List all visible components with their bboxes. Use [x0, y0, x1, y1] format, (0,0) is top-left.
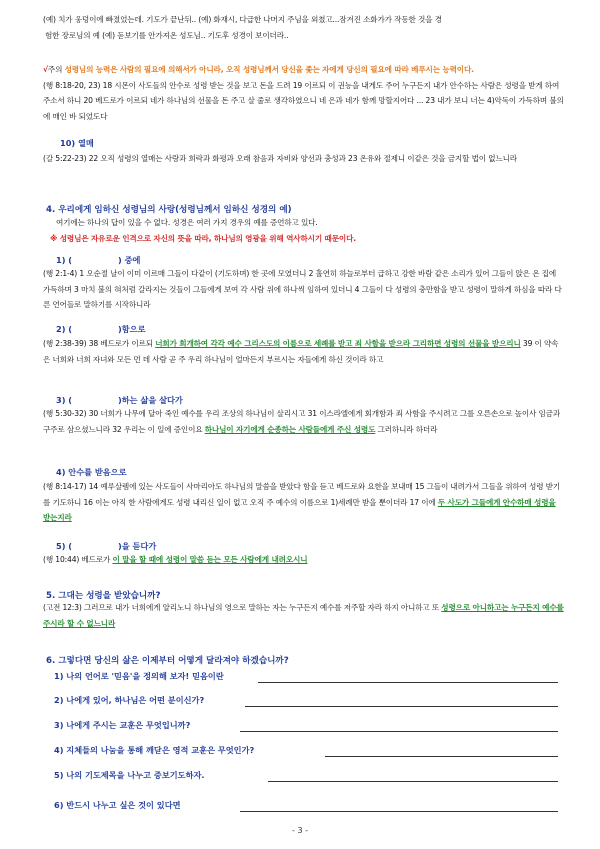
item-5-label-a: 5) (	[56, 541, 73, 551]
fruit-title: 10) 열매	[60, 138, 94, 148]
check-mark-icon: √	[43, 65, 48, 74]
section-5-highlight: 성령으로 아니하고는 누구든지 예수를 주시라 할 수 없느니라	[43, 603, 564, 628]
answer-line-6[interactable]	[240, 811, 558, 812]
item-1-label-b: ) 중에	[118, 255, 141, 265]
intro-line-2: 험한 장로님의 예 (예) 돋보기를 안가져온 성도님.. 기도후 성경이 보이더라..	[45, 30, 289, 40]
intro-line-1: (예) 치가 웅덩이에 빠졌었는데. 기도가 끝난뒤.. (예) 화재시, 다급한 나머지 주님을 외쳤고...잠겨진 소화가가 작동한 것을 경	[43, 15, 442, 24]
caution-note	[43, 62, 565, 124]
item-3-passage	[43, 406, 565, 437]
item-2-passage	[43, 336, 565, 367]
intro-examples	[43, 12, 565, 43]
question-4-label: 4) 지체들의 나눔을 통해 깨닫은 영적 교훈은 무엇인가?	[54, 745, 255, 755]
item-4-body-a: (행 8:14-17) 14 예루살렘에 있는 사도들이 사마리아도 하나님의 말씀을 받았다 함을 듣고 베드로와 요한을 보내매 15 그들이 내려가서 그들을 위하여 성령 받기를 기도하니 16 이는 아직 한 사람에게도 성령 내리신 일이 없고 오직 주 예수의 이름으로 1)세례만 받을 뿐이더라 17 이에	[43, 482, 561, 507]
question-2-label: 2) 나에게 있어, 하나님은 어떤 분이신가?	[54, 695, 205, 705]
question-5-label: 5) 나의 기도제목을 나누고 중보기도하자.	[54, 770, 205, 780]
section-4-intro: 여기에는 하나의 답이 있을 수 없다. 성경은 여러 가지 경우의 예를 증언하고 있다.	[56, 218, 318, 227]
item-4-passage	[43, 479, 565, 526]
item-3-label	[56, 395, 183, 406]
answer-line-2[interactable]	[245, 706, 558, 707]
answer-line-3[interactable]	[240, 731, 558, 732]
reference-mark-icon: ※	[50, 234, 58, 243]
item-2-label	[56, 324, 146, 335]
section-4-warning	[50, 231, 565, 247]
section-6-title: 6. 그렇다면 당신의 삶은 이제부터 어떻게 달라져야 하겠습니까?	[46, 656, 289, 666]
item-3-label-b: )하는 삶을 살다가	[118, 395, 183, 405]
item-5-passage	[43, 552, 565, 568]
item-3-body-b: 그러하니라 하더라	[375, 424, 438, 434]
caution-prefix: 주의	[47, 65, 65, 74]
item-2-body-a: (행 2:38-39) 38 베드로가 이르되	[43, 339, 156, 348]
warning-text: 성령님은 자유로운 인격으로 자신의 뜻을 따라, 하나님의 영광을 위해 역사하시기 때문이다.	[57, 234, 356, 243]
item-2-body-b: 39 이 약속은 너희와 너희 자녀와 모든 먼 데 사람 곧 주 우리 하나님이 얼마든지 부르시는 자들에게 하신 것이라 하고	[43, 339, 559, 364]
item-3-label-a: 3) (	[56, 395, 73, 405]
galatians-passage: (갈 5:22-23) 22 오직 성령의 열매는 사랑과 희락과 화평과 오래 참음과 자비와 양선과 충성과 23 온유와 절제니 이같은 것을 금지할 법이 없느니라	[43, 154, 517, 163]
acts-8-passage: (행 8:18-20, 23) 18 시몬이 사도들의 안수로 성령 받는 것을 보고 돈을 드려 19 이르되 이 권능을 내게도 주어 누구든지 내가 안수하는 사람은 성령을 받게 하여 주소서 하니 20 베드로가 이르되 네가 하나님의 선물을 돈 주고 살 줄로 생각하였으니 네 은과 네가 함께 망할지어다 ... 23 내가 보니 너는 4)악독이 가득하며 불의에 매인 바 되었도다	[43, 80, 564, 121]
question-6-label: 6) 반드시 나누고 싶은 것이 있다면	[54, 800, 181, 810]
item-1-passage: (행 2:1-4) 1 오순절 날이 이미 이르매 그들이 다같이 (기도하며) 한 곳에 모였더니 2 홀연히 하늘로부터 급하고 강한 바람 같은 소리가 있어 그들이 앉은 온 집에 가득하며 3 마치 불의 혀처럼 갈라지는 것들이 그들에게 보여 각 사람 위에 하나씩 임하여 있더니 4 그들이 다 성령의 충만함을 받고 성령이 말하게 하심을 따라 다른 언어들로 말하기를 시작하니라	[43, 269, 562, 310]
item-5-body-a: (행 10:44) 베드로가	[43, 555, 113, 564]
section-5-passage	[43, 600, 565, 631]
answer-line-4[interactable]	[325, 756, 558, 757]
item-1-label	[56, 255, 140, 266]
item-4-highlight: 두 사도가 그들에게 안수하매 성령을 받는지라	[43, 497, 556, 523]
item-3-highlight: 하나님이 자기에게 순종하는 사람들에게 주신 성령도	[204, 424, 376, 434]
item-4-title: 4) 안수를 받음으로	[56, 467, 127, 477]
item-2-label-b: )함으로	[118, 324, 146, 334]
page-number: - 3 -	[292, 826, 308, 835]
question-3-label: 3) 나에게 주시는 교훈은 무엇입니까?	[54, 720, 191, 730]
section-5-body-a: (고전 12:3) 그러므로 내가 너희에게 알리노니 하나님의 영으로 말하는 자는 누구든지 예수를 저주할 자라 하지 아니하고 또	[43, 603, 442, 612]
section-4-title: 4. 우리에게 임하신 성령님의 사랑(성령님께서 임하신 성경의 예)	[46, 205, 292, 215]
caution-highlight: 성령님의 능력은 사람의 필요에 의해서가 아니라, 오직 성령님께서 당신을 좇는 자에게 당신의 필요에 따라 베푸시는 능력이다.	[64, 65, 474, 74]
item-2-label-a: 2) (	[56, 324, 73, 334]
answer-line-1[interactable]	[258, 682, 558, 683]
item-1-label-a: 1) (	[56, 255, 73, 265]
item-2-highlight: 너희가 회개하여 각각 예수 그리스도의 이름으로 세례를 받고 죄 사함을 받으라 그리하면 성령의 선물을 받으리니	[155, 339, 521, 348]
item-3-body-a: (행 5:30-32) 30 너희가 나무에 달아 죽인 예수를 우리 조상의 하나님이 살리시고 31 이스라엘에게 회개함과 죄 사함을 주시려고 그를 오른손으로 높이사 임금과 구주로 삼으셨느니라 32 우리는 이 일에 증인이요	[43, 409, 561, 434]
item-5-label	[56, 541, 156, 552]
item-5-label-b: )을 듣다가	[118, 541, 157, 551]
answer-line-5[interactable]	[268, 781, 558, 782]
section-5-title: 5. 그대는 성령을 받았습니까?	[46, 591, 161, 601]
question-1-label: 1) 나의 언어로 '믿음'을 정의해 보자! 믿음이란	[54, 671, 224, 681]
item-5-highlight: 이 말을 할 때에 성령이 말씀 듣는 모든 사람에게 내려오시니	[112, 555, 308, 564]
